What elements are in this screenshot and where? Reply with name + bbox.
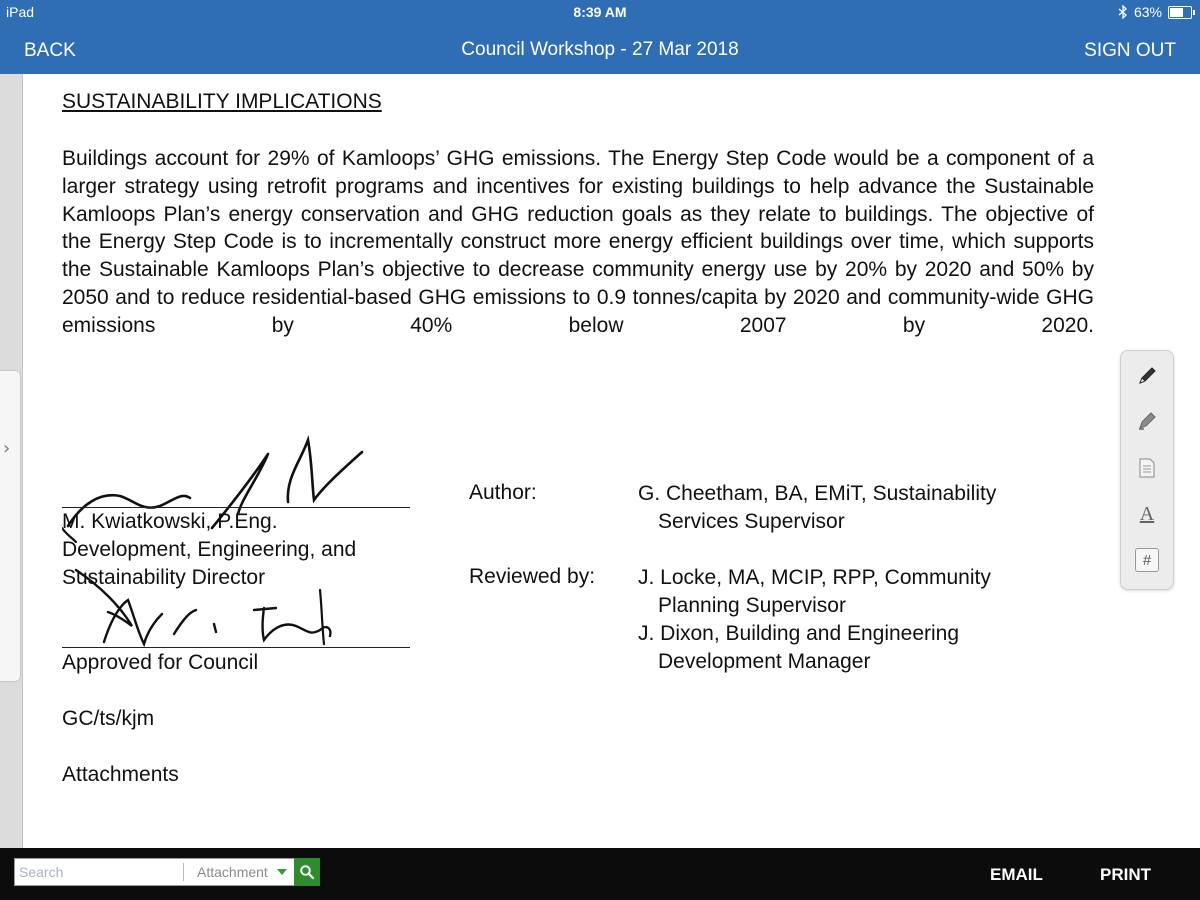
pen-icon[interactable] bbox=[1132, 361, 1162, 391]
top-bar bbox=[0, 0, 1200, 74]
director-name: M. Kwiatkowski, P.Eng. bbox=[62, 510, 278, 533]
reviewer2-line1: J. Dixon, Building and Engineering bbox=[638, 622, 960, 645]
reviewer1-line1: J. Locke, MA, MCIP, RPP, Community bbox=[638, 566, 991, 589]
status-right bbox=[1118, 4, 1192, 20]
approved-label: Approved for Council bbox=[62, 651, 259, 674]
print-button[interactable]: PRINT bbox=[1100, 865, 1151, 884]
device-label: iPad bbox=[6, 4, 35, 20]
text-tool-label: A bbox=[1139, 502, 1155, 525]
page-number-label: # bbox=[1135, 548, 1159, 572]
director-title-line2: Sustainability Director bbox=[62, 566, 266, 589]
author-line1: G. Cheetham, BA, EMiT, Sustainability bbox=[638, 482, 997, 505]
signature-line-approval bbox=[62, 647, 410, 648]
search-box bbox=[14, 858, 296, 886]
highlighter-icon[interactable] bbox=[1132, 406, 1162, 436]
clock: 8:39 AM bbox=[573, 4, 627, 20]
sign-out-button[interactable]: SIGN OUT bbox=[1084, 40, 1176, 61]
bottom-bar bbox=[0, 848, 1200, 900]
search-input[interactable] bbox=[17, 861, 181, 883]
bluetooth-icon bbox=[1118, 5, 1128, 19]
chevron-right-icon[interactable]: › bbox=[3, 438, 11, 459]
author-value bbox=[638, 480, 996, 536]
annotation-toolbar bbox=[1120, 350, 1174, 590]
author-label: Author: bbox=[469, 481, 537, 504]
body-paragraph: Buildings account for 29% of Kamloops’ GHG emissions. The Energy Step Code would be a component of a larger strategy using retrofit programs and incentives for existing buildings to help advance the Sustainable Kamloops Plan’s energy conservation and GHG reduction goals as they relate to buildings. The objective of the Energy Step Code is to incrementally construct more energy efficient buildings over time, which supports the Sustainable Kamloops Plan’s objective to decrease community energy use by 20% by 2020 and 50% by 2050 and to reduce residential-based GHG emissions to 0.9 tonnes/capita by 2020 and community-wide GHG emissions by 40% below 2007 by 2020. bbox=[62, 147, 1094, 337]
reviewer2-line2: Development Manager bbox=[658, 650, 871, 673]
chevron-down-icon[interactable] bbox=[277, 869, 287, 875]
page-title: Council Workshop - 27 Mar 2018 bbox=[461, 39, 739, 60]
battery-fill bbox=[1170, 8, 1183, 17]
reviewers bbox=[638, 564, 991, 676]
status-bar bbox=[0, 0, 1200, 26]
section-heading: SUSTAINABILITY IMPLICATIONS bbox=[62, 90, 382, 113]
left-gutter bbox=[0, 74, 23, 848]
author-line2: Services Supervisor bbox=[658, 510, 845, 533]
note-icon[interactable] bbox=[1132, 453, 1162, 483]
back-button[interactable]: BACK bbox=[24, 40, 76, 61]
side-panel-tab[interactable] bbox=[0, 370, 21, 682]
signature-approver bbox=[64, 560, 354, 655]
battery-icon bbox=[1168, 6, 1192, 19]
reviewed-label: Reviewed by: bbox=[469, 565, 596, 588]
battery-percent: 63% bbox=[1133, 4, 1162, 20]
page-number-tool[interactable] bbox=[1132, 545, 1162, 575]
search-button[interactable] bbox=[294, 858, 320, 886]
search-divider bbox=[183, 863, 184, 881]
nav-bar bbox=[0, 30, 1200, 70]
search-icon bbox=[299, 864, 315, 880]
director-title-line1: Development, Engineering, and bbox=[62, 538, 357, 561]
attachment-select[interactable]: Attachment bbox=[197, 864, 268, 880]
initials: GC/ts/kjm bbox=[62, 707, 155, 730]
reviewer1-line2: Planning Supervisor bbox=[658, 594, 846, 617]
text-tool[interactable] bbox=[1132, 499, 1162, 529]
attachments-label: Attachments bbox=[62, 763, 179, 786]
email-button[interactable]: EMAIL bbox=[990, 865, 1043, 884]
